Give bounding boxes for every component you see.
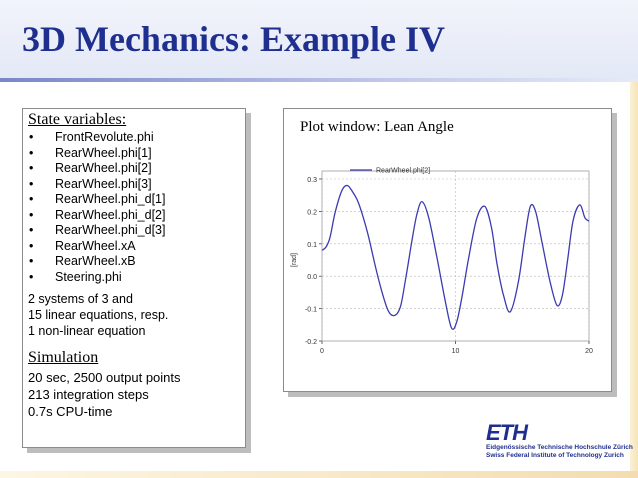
y-tick-label: -0.2 [304,339,317,346]
simulation-line: 0.7s CPU-time [28,404,113,419]
eth-logo [486,422,633,460]
y-tick-label: 0.0 [307,274,317,282]
x-tick-label: 20 [585,348,593,355]
plot-window-panel [283,108,612,392]
bullet: • [29,254,34,268]
simulation-details [28,369,181,420]
list-item [27,254,165,270]
variable-name: RearWheel.xB [55,254,136,268]
bullet: • [29,145,34,160]
variable-name: RearWheel.phi[1] [55,145,152,160]
eth-name-german: Eidgenössische Technische Hochschule Zürich [486,444,633,451]
decorative-strip-bottom [0,471,638,478]
bullet: • [29,223,34,237]
bullet: • [29,161,34,175]
state-variables-heading: State variables: [28,111,127,128]
eth-name-english: Swiss Federal Institute of Technology Zurich [486,452,624,459]
list-item [27,161,165,177]
variable-name: RearWheel.phi_d[2] [55,207,166,222]
x-tick-label: 0 [320,348,324,355]
legend-label: RearWheel.phi[2] [376,167,431,175]
variable-name: Steering.phi [55,269,122,284]
simulation-line: 213 integration steps [28,387,149,402]
simulation-line: 20 sec, 2500 output points [28,370,181,385]
list-item [27,239,165,255]
decorative-strip-right [630,82,638,478]
list-item [27,192,165,208]
variable-name: RearWheel.phi_d[1] [55,192,166,206]
variable-name: FrontRevolute.phi [55,130,154,144]
systems-line: 15 linear equations, resp. [28,308,169,322]
list-item [27,223,165,239]
systems-line: 1 non-linear equation [28,324,146,338]
plot-window-title: Plot window: Lean Angle [300,119,454,135]
y-tick-label: -0.1 [304,306,317,314]
bullet: • [29,130,34,144]
state-variables-panel [22,108,246,448]
bullet: • [29,269,34,284]
systems-line: 2 systems of 3 and [28,292,133,306]
x-tick-label: 10 [451,348,460,355]
variable-name: RearWheel.phi[3] [55,176,152,191]
y-axis-label: [rad] [291,252,298,268]
bullet: • [29,192,34,206]
y-tick-label: 0.3 [307,177,317,184]
state-variable-list [27,130,165,285]
list-item [27,130,165,146]
simulation-heading: Simulation [28,349,99,366]
list-item [27,270,165,286]
variable-name: RearWheel.phi_d[3] [55,223,166,237]
variable-name: RearWheel.xA [55,238,136,253]
list-item [27,146,165,162]
eth-wordmark: ETH [486,420,527,445]
variable-name: RearWheel.phi[2] [55,161,152,175]
bullet: • [29,207,34,222]
slide-title: 3D Mechanics: Example IV [22,19,445,59]
list-item [27,177,165,193]
list-item [27,208,165,224]
lean-angle-chart [284,109,611,391]
bullet: • [29,238,34,253]
title-band [0,0,638,82]
y-tick-label: 0.2 [307,209,317,217]
bullet: • [29,176,34,191]
y-tick-label: 0.1 [307,241,317,249]
